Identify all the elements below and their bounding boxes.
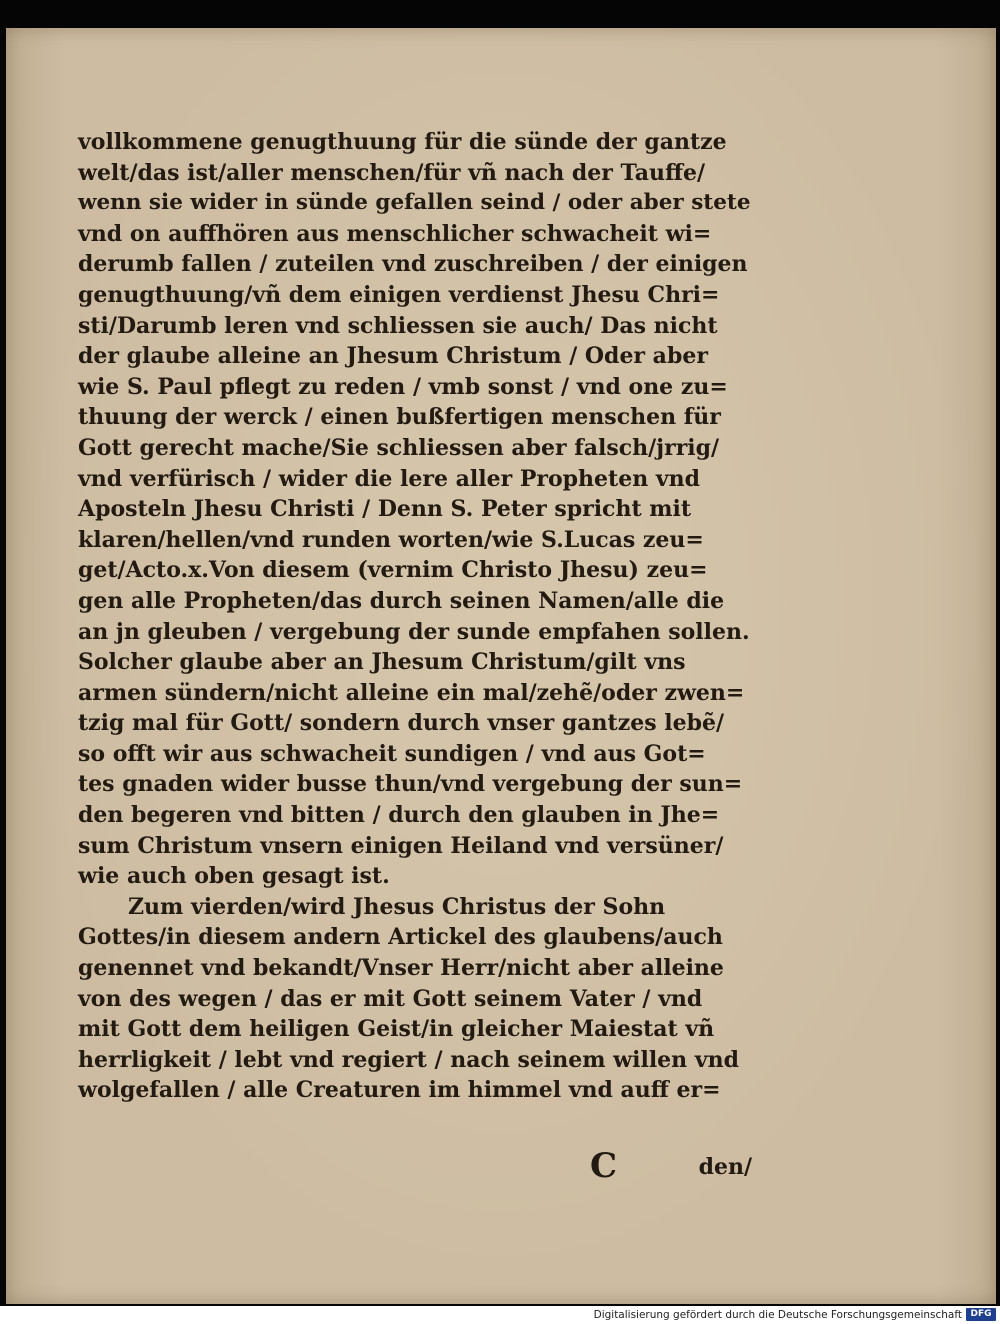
text-line: wenn sie wider in sünde gefallen seind / oder aber stete <box>78 190 751 216</box>
text-line: wie S. Paul pflegt zu reden / vmb sonst / vnd one zu= <box>78 373 728 400</box>
text-line: Gott gerecht mache/Sie schliessen aber falsch/jrrig/ <box>78 434 720 461</box>
text-line: vollkommene genugthuung für die sünde der gantze <box>78 129 727 155</box>
text-line: sti/Darumb leren vnd schliessen sie auch/ Das nicht <box>78 312 718 339</box>
text-line: derumb fallen / zuteilen vnd zuschreiben / der einigen <box>78 251 748 278</box>
text-line: sum Christum vnsern einigen Heiland vnd versüner/ <box>78 832 724 859</box>
text-line: tzig mal für Gott/ sondern durch vnser gantzes lebẽ/ <box>78 710 725 737</box>
signature-mark: C <box>590 1146 618 1186</box>
text-line: so offt wir aus schwacheit sundigen / vnd aus Got= <box>78 740 706 767</box>
digitization-footer <box>0 1306 1000 1324</box>
text-line: den begeren vnd bitten / durch den glauben in Jhe= <box>78 802 720 829</box>
text-line: genennet vnd bekandt/Vnser Herr/nicht aber alleine <box>78 955 724 982</box>
text-line: mit Gott dem heiligen Geist/in gleicher Maiestat vñ <box>78 1016 715 1043</box>
text-line: Solcher glaube aber an Jhesum Christum/gilt vns <box>78 649 686 676</box>
dfg-logo: DFG <box>966 1308 996 1321</box>
text-line: wie auch oben gesagt ist. <box>78 863 390 890</box>
page-bottom-marks <box>78 1146 758 1186</box>
text-line: vnd on auffhören aus menschlicher schwacheit wi= <box>78 220 712 247</box>
text-line: wolgefallen / alle Creaturen im himmel vnd auff er= <box>78 1077 721 1104</box>
text-line: Gottes/in diesem andern Artickel des glaubens/auch <box>78 924 723 951</box>
text-line: der glaube alleine an Jhesum Christum / Oder aber <box>78 343 708 370</box>
page-text <box>78 127 758 1106</box>
text-line: gen alle Propheten/das durch seinen Namen/alle die <box>78 587 725 614</box>
text-line: an jn gleuben / vergebung der sunde empfahen sollen. <box>78 618 750 645</box>
text-line: von des wegen / das er mit Gott seinem Vater / vnd <box>78 985 703 1012</box>
text-line: armen sündern/nicht alleine ein mal/zehẽ/oder zwen= <box>78 679 745 706</box>
text-line: Aposteln Jhesu Christi / Denn S. Peter spricht mit <box>78 496 692 523</box>
text-line: vnd verfürisch / wider die lere aller Propheten vnd <box>78 465 701 492</box>
book-page <box>6 28 996 1304</box>
text-line: klaren/hellen/vnd runden worten/wie S.Lucas zeu= <box>78 526 704 553</box>
text-line: welt/das ist/aller menschen/für vñ nach der Tauffe/ <box>78 159 706 186</box>
text-line: tes gnaden wider busse thun/vnd vergebung der sun= <box>78 771 743 798</box>
paragraph-first-line: Zum vierden/wird Jhesus Christus der Sohn <box>128 893 666 920</box>
catchword: den/ <box>698 1154 752 1180</box>
text-line: get/Acto.x.Von diesem (vernim Christo Jhesu) zeu= <box>78 557 708 584</box>
text-line: herrligkeit / lebt vnd regiert / nach seinem willen vnd <box>78 1046 739 1073</box>
text-line: genugthuung/vñ dem einigen verdienst Jhesu Chri= <box>78 281 720 308</box>
text-line: thuung der werck / einen bußfertigen menschen für <box>78 404 721 431</box>
funding-credit: Digitalisierung gefördert durch die Deutsche Forschungsgemeinschaft <box>593 1309 962 1321</box>
